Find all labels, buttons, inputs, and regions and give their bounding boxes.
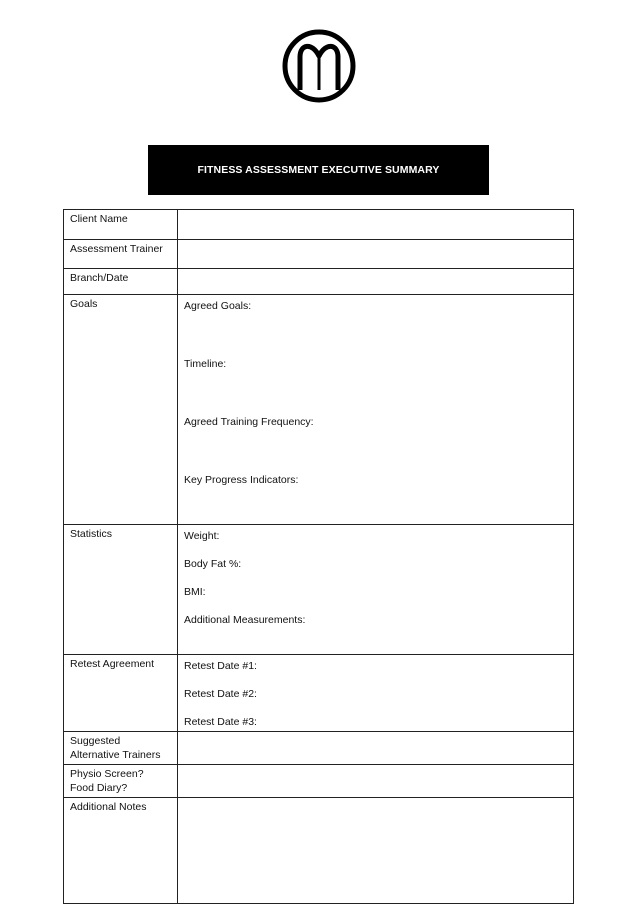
row-assessment-trainer: [64, 240, 574, 269]
retest-agreement-field[interactable]: [178, 655, 574, 732]
additional-notes-label: Additional Notes: [64, 798, 178, 904]
page-title: FITNESS ASSESSMENT EXECUTIVE SUMMARY: [197, 164, 440, 176]
row-branch-date: [64, 269, 574, 295]
title-banner: [148, 145, 489, 195]
goals-label: Goals: [64, 295, 178, 525]
suggested-trainers-label: [64, 732, 178, 765]
client-name-label: Client Name: [64, 210, 178, 240]
physio-label-line1: Physio Screen?: [70, 768, 144, 780]
physio-label-line2: Food Diary?: [70, 782, 128, 794]
suggested-label-line1: Suggested: [70, 735, 121, 747]
suggested-trainers-field[interactable]: [178, 732, 574, 765]
key-progress-label: Key Progress Indicators:: [184, 474, 299, 486]
row-client-name: [64, 210, 574, 240]
statistics-label: Statistics: [64, 525, 178, 655]
agreed-goals-label: Agreed Goals:: [184, 300, 252, 312]
row-additional-notes: [64, 798, 574, 904]
brand-logo: [282, 29, 356, 103]
row-physio-screen: [64, 765, 574, 798]
row-retest-agreement: [64, 655, 574, 732]
training-frequency-label: Agreed Training Frequency:: [184, 416, 314, 428]
branch-date-field[interactable]: [178, 269, 574, 295]
additional-measurements-label: Additional Measurements:: [184, 614, 306, 626]
assessment-trainer-label: Assessment Trainer: [64, 240, 178, 269]
physio-screen-field[interactable]: [178, 765, 574, 798]
retest-agreement-label: Retest Agreement: [64, 655, 178, 732]
retest-date-1-label: Retest Date #1:: [184, 660, 257, 672]
weight-label: Weight:: [184, 530, 220, 542]
timeline-label: Timeline:: [184, 358, 227, 370]
assessment-trainer-field[interactable]: [178, 240, 574, 269]
branch-date-label: Branch/Date: [64, 269, 178, 295]
goals-field[interactable]: [178, 295, 574, 525]
bmi-label: BMI:: [184, 586, 206, 598]
retest-date-3-label: Retest Date #3:: [184, 716, 257, 728]
suggested-label-line2: Alternative Trainers: [70, 749, 161, 761]
row-goals: [64, 295, 574, 525]
assessment-form: [63, 209, 574, 904]
body-fat-label: Body Fat %:: [184, 558, 242, 570]
retest-date-2-label: Retest Date #2:: [184, 688, 257, 700]
additional-notes-field[interactable]: [178, 798, 574, 904]
row-suggested-trainers: [64, 732, 574, 765]
row-statistics: [64, 525, 574, 655]
client-name-field[interactable]: [178, 210, 574, 240]
statistics-field[interactable]: [178, 525, 574, 655]
physio-screen-label: [64, 765, 178, 798]
